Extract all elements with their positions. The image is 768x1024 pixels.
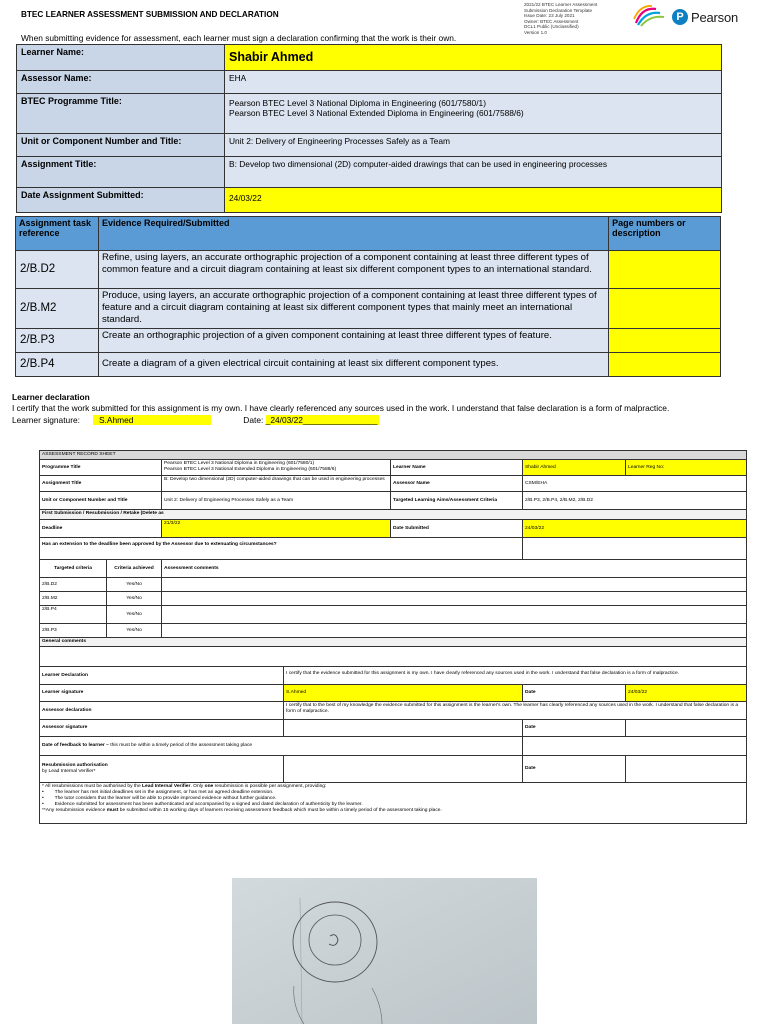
- programme-title-label: Programme Title: [40, 460, 162, 476]
- assessor-name-label: Assessor Name:: [17, 71, 225, 94]
- resubmission-auth-field[interactable]: [284, 756, 523, 783]
- meta-line: Submission Declaration Template: [524, 7, 593, 13]
- learner-signature-field[interactable]: S.Ahmed: [284, 685, 523, 702]
- task-ref: 2/B.P4: [16, 352, 99, 376]
- declaration-date-field[interactable]: _24/03/22________________: [265, 415, 378, 425]
- template-meta: [524, 2, 597, 36]
- criteria-achieved-field[interactable]: Yes/No: [107, 624, 162, 638]
- assessment-comment-field[interactable]: [162, 606, 747, 624]
- evidence-text: Produce, using layers, an accurate orthographic projection of a component containing at least three different types of feature and a circuit diagram containing at least six different component types that mainly meet an international standard.: [98, 289, 608, 329]
- assessment-comment-field[interactable]: [162, 624, 747, 638]
- resub-date-field[interactable]: [626, 756, 747, 783]
- extension-question: Has an extension to the deadline been approved by the Assessor due to extenuating circumstances?: [40, 538, 523, 560]
- table-row: [40, 578, 747, 592]
- programme-line: Pearson BTEC Level 3 National Extended Diploma in Engineering (601/7588/6): [164, 467, 337, 472]
- programme-line: Pearson BTEC Level 3 National Diploma in Engineering (601/7580/1): [229, 98, 486, 108]
- submission-details-table: [16, 44, 722, 213]
- col-page-numbers: Page numbers or description: [609, 217, 721, 251]
- unit-label: Unit or Component Number and Title:: [17, 134, 225, 157]
- learner-name-field[interactable]: Shabir Ahmed: [523, 460, 626, 476]
- programme-title-label: BTEC Programme Title:: [17, 94, 225, 134]
- submission-type-label: First Submission / Resubmission / Retake (Delete as: [40, 510, 747, 520]
- col-task-reference: Assignment task reference: [16, 217, 99, 251]
- task-ref: 2/B.D2: [16, 251, 99, 289]
- general-comments-field[interactable]: [40, 647, 747, 667]
- page-numbers-field[interactable]: [609, 251, 721, 289]
- note-bullet: • The learner has met initial deadlines set in the assignment, or has met an agreed deadline extension.: [42, 790, 274, 795]
- resubmission-notes: [40, 783, 747, 824]
- meta-line: DCL1 Public (Unclassified): [524, 24, 579, 30]
- task-ref: 2/B.P3: [16, 328, 99, 352]
- date-submitted-label: Date Assignment Submitted:: [17, 188, 225, 213]
- assignment-title-label: Assignment Title: [40, 476, 162, 492]
- learner-date-field[interactable]: 24/03/22: [626, 685, 747, 702]
- feedback-date-field[interactable]: [523, 737, 747, 756]
- programme-title-field[interactable]: [225, 94, 722, 134]
- learner-signature-label: Learner signature:: [12, 415, 80, 425]
- learner-declaration-label: Learner Declaration: [40, 667, 284, 685]
- date-label: Date:: [243, 415, 264, 425]
- learner-declaration-text: I certify that the evidence submitted for this assignment is my own. I have clearly referenced any sources used in the work. I understand that false declaration is a form of malpractice.: [284, 667, 747, 685]
- deadline-field[interactable]: 21/3/22: [162, 520, 391, 538]
- date-submitted-field[interactable]: 24/03/22: [225, 188, 722, 213]
- pearson-logo-icon: P: [672, 9, 688, 25]
- general-comments-label: General comments: [40, 638, 747, 647]
- learner-reg-label[interactable]: Learner Reg No:: [626, 460, 747, 476]
- intro-text: When submitting evidence for assessment, each learner must sign a declaration confirming that the work is their own.: [21, 33, 457, 43]
- sketch-photo: [232, 878, 537, 1024]
- note-line: **Any resubmission evidence must be submitted within 15 working days of learners receiving assessment feedback which must be within a timely period of the assessment taking place.: [42, 808, 442, 813]
- meta-line: Version 1.0: [524, 29, 547, 35]
- signature-value: S.Ahmed: [98, 415, 134, 425]
- meta-line: 2021/22 BTEC Learner Assessment: [524, 2, 598, 7]
- note-bullet: • The tutor considers that the learner will be able to provide improved evidence without further guidance.: [42, 796, 277, 801]
- learner-name-field[interactable]: Shabir Ahmed: [225, 45, 722, 71]
- task-ref: 2/B.M2: [16, 289, 99, 329]
- col-evidence: Evidence Required/Submitted: [98, 217, 608, 251]
- col-criteria-achieved: Criteria achieved: [107, 560, 162, 578]
- resubmission-auth-label: [40, 756, 284, 783]
- learner-declaration-text: I certify that the work submitted for this assignment is my own. I have clearly referenced any sources used in the work. I understand that false declaration is a form of malpractice.: [12, 403, 670, 413]
- criteria-code: 2/B.D2: [40, 578, 107, 592]
- engineering-logo-icon: [632, 5, 672, 27]
- evidence-text: Create a diagram of a given electrical circuit containing at least six different component types.: [98, 352, 608, 376]
- note-line: * All resubmissions must be authorised by the Lead Internal Verifier. Only one resubmission is possible per assignment, providing:: [42, 784, 327, 789]
- feedback-date-label: [40, 737, 523, 756]
- deadline-label: Deadline: [40, 520, 162, 538]
- targeted-criteria-label: Targeted Learning Aims/Assessment Criteria: [391, 492, 523, 510]
- evidence-text: Create an orthographic projection of a given component containing at least three different types of feature.: [98, 328, 608, 352]
- criteria-code: 2/B.P4: [40, 606, 107, 624]
- assessment-comment-field[interactable]: [162, 578, 747, 592]
- assessor-declaration-text: I certify that to the best of my knowledge the evidence submitted for this assignment is the learner's own. The learner has clearly referenced any sources used in the work. I understand that false declaration is a form of malpractice.: [284, 702, 747, 720]
- assessment-record-sheet: [39, 450, 747, 824]
- learner-signature-line: [12, 415, 379, 425]
- table-row: [16, 352, 721, 376]
- table-row: [16, 328, 721, 352]
- assessor-signature-label: Assessor signature: [40, 720, 284, 737]
- programme-line: Pearson BTEC Level 3 National Extended Diploma in Engineering (601/7588/6): [229, 108, 524, 118]
- assessor-signature-field[interactable]: [284, 720, 523, 737]
- assessor-declaration-label: Assessor declaration: [40, 702, 284, 720]
- table-row: [16, 251, 721, 289]
- resub-sublabel: by Lead Internal Verifier*: [42, 769, 96, 774]
- evidence-table: [15, 216, 721, 377]
- feedback-label-bold: Date of feedback to learner –: [42, 743, 109, 748]
- criteria-code: 2/B.P3: [40, 624, 107, 638]
- assessor-name-field[interactable]: EHA: [225, 71, 722, 94]
- table-row: [40, 624, 747, 638]
- programme-title-field[interactable]: [162, 460, 391, 476]
- criteria-achieved-field[interactable]: Yes/No: [107, 592, 162, 606]
- meta-line: Issue Date: 23 July 2021: [524, 13, 575, 19]
- learner-signature-label: Learner signature: [40, 685, 284, 702]
- resub-date-label: Date: [523, 756, 626, 783]
- assignment-title-field[interactable]: B: Develop two dimensional (2D) computer-aided drawings that can be used in engineering processes: [225, 157, 722, 188]
- note-bullet: • Evidence submitted for assessment has been authenticated and accompanied by a signed and dated declaration of authenticity by the learner.: [42, 802, 363, 807]
- unit-field[interactable]: Unit 2: Delivery of Engineering Processes Safely as a Team: [225, 134, 722, 157]
- record-sheet-title: ASSESSMENT RECORD SHEET: [40, 451, 747, 460]
- feedback-label-rest: this must be within a timely period of the assessment taking place: [108, 743, 253, 748]
- extension-answer-field[interactable]: [523, 538, 747, 560]
- circle-sketch-icon: [232, 878, 537, 1024]
- assessor-name-label: Assessor Name: [391, 476, 523, 492]
- table-row: [16, 289, 721, 329]
- resub-label: Resubmission authorisation: [42, 763, 108, 768]
- col-assessment-comments: Assessment comments: [162, 560, 747, 578]
- programme-line: Pearson BTEC Level 3 National Diploma in Engineering (601/7580/1): [164, 461, 315, 466]
- date-submitted-field[interactable]: 24/03/22: [523, 520, 747, 538]
- assessor-name-field[interactable]: CSM/EHA: [523, 476, 747, 492]
- assignment-title-label: Assignment Title:: [17, 157, 225, 188]
- page-numbers-field[interactable]: [609, 289, 721, 329]
- table-row: [40, 592, 747, 606]
- assessor-date-label: Date: [523, 720, 626, 737]
- learner-date-label: Date: [523, 685, 626, 702]
- meta-line: Owner: BTEC Assessment: [524, 18, 579, 24]
- criteria-code: 2/B.M2: [40, 592, 107, 606]
- assessor-date-field[interactable]: [626, 720, 747, 737]
- page-numbers-field[interactable]: [609, 352, 721, 376]
- evidence-text: Refine, using layers, an accurate orthographic projection of a component containing at least three different types of common feature and a circuit diagram containing at least six different component types to an international standard.: [98, 251, 608, 289]
- assessment-comment-field[interactable]: [162, 592, 747, 606]
- page-numbers-field[interactable]: [609, 328, 721, 352]
- table-row: [40, 606, 747, 624]
- assignment-title-field[interactable]: B: Develop two dimensional (2D) computer-aided drawings that can be used in engineering processes: [162, 476, 391, 492]
- pearson-logo-text: Pearson: [691, 10, 739, 25]
- unit-label: Unit or Component Number and Title: [40, 492, 162, 510]
- learner-declaration-heading: Learner declaration: [12, 392, 90, 402]
- date-submitted-label: Date Submitted: [391, 520, 523, 538]
- learner-signature-field[interactable]: [93, 415, 211, 425]
- learner-name-label: Learner Name:: [17, 45, 225, 71]
- criteria-achieved-field[interactable]: Yes/No: [107, 606, 162, 624]
- document-title: BTEC LEARNER ASSESSMENT SUBMISSION AND DECLARATION: [21, 10, 279, 19]
- learner-name-label: Learner Name: [391, 460, 523, 476]
- unit-field[interactable]: Unit 2: Delivery of Engineering Processes Safely as a Team: [162, 492, 391, 510]
- targeted-criteria-field[interactable]: 2/B.P3, 2/B.P4, 2/B.M2, 2/B.D2: [523, 492, 747, 510]
- criteria-achieved-field[interactable]: Yes/No: [107, 578, 162, 592]
- col-targeted-criteria: Targeted criteria: [40, 560, 107, 578]
